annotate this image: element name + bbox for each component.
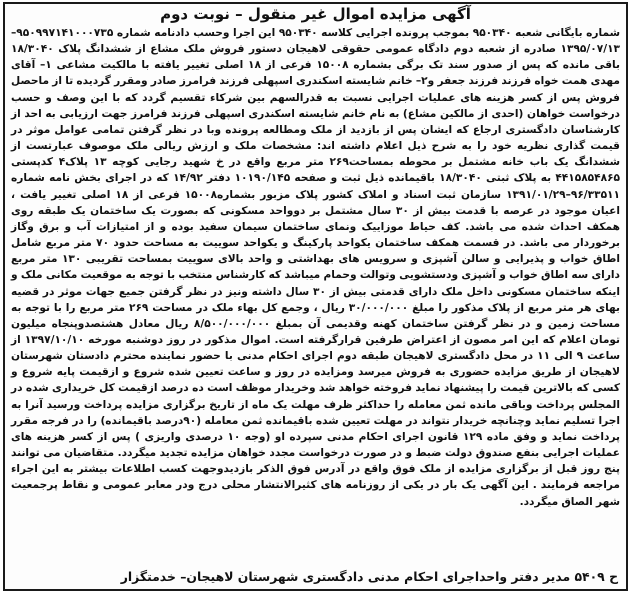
notice-signature: ح ۵۴۰۹ مدیر دفتر واحداجرای احکام مدنی دادگستری شهرستان لاهیجان– خدمتگزار bbox=[120, 569, 618, 584]
legal-notice bbox=[3, 2, 628, 591]
notice-title: آگهی مزایده اموال غیر منقول – نوبت دوم bbox=[160, 5, 471, 23]
notice-body: شماره بایگانی شعبه ۹۵۰۳۴۰ بموجب پرونده اجرایی کلاسه ۹۵۰۳۴۰ این اجرا وحسب دادنامه شماره ۹۵۰۹۹۷۱۴۱۰۰۰۷۳۵– ۱۳۹۵/۰۷/۱۳ صادره از شعبه دوم دادگاه عمومی حقوقی لاهیجان دستور فروش ملک مشاع از ششدانگ پلاک ۱۸/۳۰۴۰ باقی مانده که پس از صدور سند تک برگی بشماره ۱۵۰۰۸ فرعی از ۱۸ اصلی تغییر یافته با مالکیت مشاعی ۱– آقای مهدی همت خواه فرزند فرزند جعفر و۲– خانم شایسته اسکندری اسپهلی فرزند فرامرز صادر ومقرر گردیده تا از ماحصل فروش پس از کسر هزینه های عملیات اجرایی نسبت به قدرالسهم بین شرکاء تقسیم گردد که با این وصف و حسب درخواست خواهان (احدی از مالکین مشاع) به نام خانم شایسته اسکندری اسپهلی فرزند فرامرز جهت ارزیابی به احد از کارشناسان دادگستری ارجاع که ایشان پس از بازدید از ملک ومطالعه پرونده وبا در نظر گرفتن تمامی عوامل موثر در قیمت گذاری نظریه خود را به شرح ذیل اعلام داشته اند: مشخصات ملک و ارزش ریالی ملک موصوف عبارتست از ششدانگ یک باب خانه مشتمل بر محوطه بمساحت۲۶۹ متر مربع واقع در خ شهید رجایی کوچه ۱۳ پلاک۴ کدپستی ۴۴۱۵۸۵۴۸۶۵ به پلاک ثبتی ۱۸/۳۰۴۰ باقیمانده ذیل ثبت و صفحه ۱۰۱۹۰/۱۴۵ دفتر ۱۴/۹۲ که در اجرای بخش نامه شماره ۹۶/۳۳۵۱۱–۱۳۹۱/۰۱/۲۹ سازمان ثبت اسناد و املاک کشور پلاک مزبور بشماره۱۵۰۰۸ فرعی از ۱۸ اصلی تغییر یافت ، اعیان موجود در عرصه با قدمت بیش از ۳۰ سال مشتمل بر دوواحد مسکونی که بصورت یک ساختمان یک طبقه روی همکف احداث شده می باشد. کف حیاط موزاییک ونمای ساختمان سیمان سفید بوده و از امتیازات آب و برق وگاز برخوردار می باشد. در قسمت همکف ساختمان یکواحد پارکینگ و یکواحد سوییت به مساحت حدود ۷۰ متر مربع شامل اطاق خواب و پذیرایی و سالن آشپزی و سرویس های بهداشتی و واحد بالای سوییت بمساحت تقریبی ۱۳۰ متر مربع دارای سه اطاق خواب و آشپزی ودستشویی وتوالت وحمام میباشد که کارشناس منتخب با توجه به موقعیت مکانی ملک و اینکه ساختمان مسکونی داخل ملک دارای قدمتی بیش از ۳۰ سال داشته ونیز در نظر گرفتن جمیع جهات موثر در قضیه بهای هر متر مربع از پلاک مذکور را مبلغ ۳۰/۰۰۰/۰۰۰ ریال ، وجمع کل بهاء ملک در مساحت ۲۶۹ متر مربع را با توجه به مساحت زمین و در نظر گرفتن ساختمان کهنه وقدیمی آن بمبلغ ۸/۵۰۰/۰۰۰/۰۰۰ ریال معادل هشتصدوپنجاه میلیون تومان اعلام که این امر مصون از اعتراض طرفین قرارگرفته است. اموال مذکور در روز دوشنبه مورخه ۱۳۹۷/۱۰/۱۰ از ساعت ۹ الی ۱۱ در محل دادگستری لاهیجان طبقه دوم اجرای احکام مدنی با حضور نماینده محترم دادستان شهرستان لاهیجان از طریق مزایده حضوری به فروش میرسد ومزایده در روز و ساعت تعیین شده شروع و ازقیمت پایه شروع و کسی که بالاترین قیمت را پیشنهاد نماید فروخته خواهد شد وخریدار موظف است ده درصد ازقیمت کل خریداری شده در المجلس پرداخت وباقی مانده ثمن معامله را حداکثر ظرف مهلت یک ماه از تاریخ برگزاری مزایده پرداخت ورسید آنرا به اجرا تسلیم نماید وچنانچه خریدار نتواند در مهلت تعیین شده باقیمانده ثمن معامله (۹۰درصد باقیمانده) را در فرجه مقرر پرداخت نماید و وفق ماده ۱۲۹ قانون اجرای احکام مدنی سپرده او (وجه ۱۰ درصدی واریزی ) پس از کسر هزینه های عملیات اجرایی بنفع صندوق دولت ضبط و در صورت درخواست مجدد خواهان مزایده تجدید میگردد. متقاضیان می توانند پنج روز قبل از برگزاری مزایده از ملک فوق واقع در آدرس فوق الذکر بازدیدوجهت کسب اطلاعات بیشتر به این اجراء مراجعه فرمایند . این آگهی یک بار در یکی از روزنامه های کثیرالانتشار محلی درج ودر معابر عمومی و نقاط پرجمعیت شهر الصاق میگردد. bbox=[11, 27, 621, 508]
